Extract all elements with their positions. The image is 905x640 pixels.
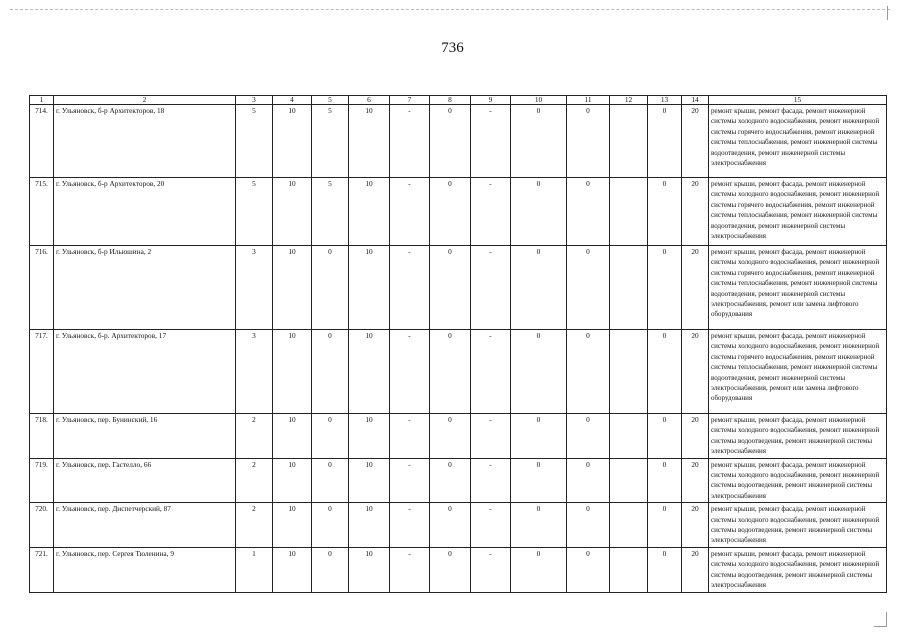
scan-corner-mark bbox=[877, 6, 888, 20]
col-10-value: 0 bbox=[511, 458, 567, 503]
col-13-value: 0 bbox=[648, 458, 682, 503]
col-7-value: - bbox=[390, 414, 430, 459]
col-4-value: 10 bbox=[273, 330, 312, 414]
col-11-value: 0 bbox=[567, 246, 610, 330]
col-6-value: 10 bbox=[349, 246, 390, 330]
header-cell: 4 bbox=[273, 96, 312, 105]
header-cell: 6 bbox=[349, 96, 390, 105]
address-cell: г. Ульяновск, пер. Сергея Тюленина, 9 bbox=[54, 547, 236, 592]
address-cell: г. Ульяновск, б-р Архитекторов, 18 bbox=[54, 105, 236, 178]
col-11-value: 0 bbox=[567, 178, 610, 246]
col-9-value: - bbox=[471, 414, 511, 459]
col-13-value: 0 bbox=[648, 105, 682, 178]
table-row bbox=[30, 547, 887, 592]
col-7-value: - bbox=[390, 458, 430, 503]
row-number: 718. bbox=[30, 414, 54, 459]
address-cell: г. Ульяновск, б-р Ильюшина, 2 bbox=[54, 246, 236, 330]
address-cell: г. Ульяновск, пер. Бунинский, 16 bbox=[54, 414, 236, 459]
col-4-value: 10 bbox=[273, 246, 312, 330]
table-row bbox=[30, 246, 887, 330]
address-cell: г. Ульяновск, пер. Гастелло, 66 bbox=[54, 458, 236, 503]
col-10-value: 0 bbox=[511, 105, 567, 178]
col-9-value: - bbox=[471, 178, 511, 246]
col-11-value: 0 bbox=[567, 503, 610, 548]
row-number: 716. bbox=[30, 246, 54, 330]
col-14-value: 20 bbox=[682, 547, 709, 592]
col-8-value: 0 bbox=[430, 503, 471, 548]
col-3-value: 1 bbox=[236, 547, 273, 592]
col-11-value: 0 bbox=[567, 414, 610, 459]
table-row bbox=[30, 105, 887, 178]
table-row bbox=[30, 178, 887, 246]
address-cell: г. Ульяновск, б-р. Архитекторов, 17 bbox=[54, 330, 236, 414]
col-14-value: 20 bbox=[682, 330, 709, 414]
col-5-value: 0 bbox=[312, 547, 349, 592]
col-8-value: 0 bbox=[430, 414, 471, 459]
col-4-value: 10 bbox=[273, 414, 312, 459]
row-number: 714. bbox=[30, 105, 54, 178]
col-11-value: 0 bbox=[567, 547, 610, 592]
col-6-value: 10 bbox=[349, 547, 390, 592]
col-10-value: 0 bbox=[511, 503, 567, 548]
col-6-value: 10 bbox=[349, 414, 390, 459]
header-cell: 12 bbox=[610, 96, 648, 105]
col-14-value: 20 bbox=[682, 246, 709, 330]
col-9-value: - bbox=[471, 330, 511, 414]
header-cell: 9 bbox=[471, 96, 511, 105]
col-7-value: - bbox=[390, 178, 430, 246]
col-7-value: - bbox=[390, 547, 430, 592]
col-11-value: 0 bbox=[567, 105, 610, 178]
row-number: 719. bbox=[30, 458, 54, 503]
col-5-value: 0 bbox=[312, 458, 349, 503]
col-10-value: 0 bbox=[511, 330, 567, 414]
col-3-value: 3 bbox=[236, 246, 273, 330]
table-row bbox=[30, 458, 887, 503]
address-cell: г. Ульяновск, пер. Диспетчерский, 87 bbox=[54, 503, 236, 548]
header-cell: 3 bbox=[236, 96, 273, 105]
col-10-value: 0 bbox=[511, 246, 567, 330]
col-4-value: 10 bbox=[273, 178, 312, 246]
col-6-value: 10 bbox=[349, 178, 390, 246]
col-8-value: 0 bbox=[430, 105, 471, 178]
col-14-value: 20 bbox=[682, 458, 709, 503]
col-14-value: 20 bbox=[682, 414, 709, 459]
col-4-value: 10 bbox=[273, 503, 312, 548]
scan-edge-line bbox=[10, 9, 890, 10]
works-list-cell: ремонт крыши, ремонт фасада, ремонт инженерной системы холодного водоснабжения, ремонт инженерной системы водоотведения, ремонт инженерной системы электроснабжения bbox=[709, 503, 887, 548]
table-row bbox=[30, 503, 887, 548]
col-8-value: 0 bbox=[430, 547, 471, 592]
col-9-value: - bbox=[471, 246, 511, 330]
col-10-value: 0 bbox=[511, 178, 567, 246]
col-6-value: 10 bbox=[349, 503, 390, 548]
address-cell: г. Ульяновск, б-р Архитекторов, 20 bbox=[54, 178, 236, 246]
col-8-value: 0 bbox=[430, 246, 471, 330]
col-3-value: 2 bbox=[236, 503, 273, 548]
col-14-value: 20 bbox=[682, 105, 709, 178]
works-list-cell: ремонт крыши, ремонт фасада, ремонт инженерной системы холодного водоснабжения, ремонт инженерной системы горячего водоснабжения, ремонт инженерной системы теплоснабжения, ремонт инженерной системы водоотведения, ремонт инженерной системы электроснабжения, ремонт или замена лифтового оборудования bbox=[709, 330, 887, 414]
col-9-value: - bbox=[471, 503, 511, 548]
col-4-value: 10 bbox=[273, 105, 312, 178]
col-13-value: 0 bbox=[648, 330, 682, 414]
row-number: 715. bbox=[30, 178, 54, 246]
header-cell: 11 bbox=[567, 96, 610, 105]
header-cell: 10 bbox=[511, 96, 567, 105]
header-cell: 5 bbox=[312, 96, 349, 105]
col-3-value: 2 bbox=[236, 458, 273, 503]
col-9-value: - bbox=[471, 105, 511, 178]
works-list-cell: ремонт крыши, ремонт фасада, ремонт инженерной системы холодного водоснабжения, ремонт инженерной системы водоотведения, ремонт инженерной системы электроснабжения bbox=[709, 547, 887, 592]
col-5-value: 0 bbox=[312, 330, 349, 414]
col-13-value: 0 bbox=[648, 246, 682, 330]
col-12-value bbox=[610, 330, 648, 414]
row-number: 717. bbox=[30, 330, 54, 414]
header-cell: 7 bbox=[390, 96, 430, 105]
header-cell: 1 bbox=[30, 96, 54, 105]
col-3-value: 5 bbox=[236, 105, 273, 178]
col-5-value: 5 bbox=[312, 105, 349, 178]
col-11-value: 0 bbox=[567, 458, 610, 503]
col-12-value bbox=[610, 246, 648, 330]
col-14-value: 20 bbox=[682, 178, 709, 246]
scan-corner-mark bbox=[874, 612, 887, 627]
table-row bbox=[30, 330, 887, 414]
col-5-value: 5 bbox=[312, 178, 349, 246]
page-number: 736 bbox=[441, 40, 464, 56]
housing-repair-table bbox=[29, 95, 887, 593]
header-cell: 15 bbox=[709, 96, 887, 105]
col-6-value: 10 bbox=[349, 458, 390, 503]
col-5-value: 0 bbox=[312, 246, 349, 330]
col-13-value: 0 bbox=[648, 414, 682, 459]
col-6-value: 10 bbox=[349, 105, 390, 178]
col-8-value: 0 bbox=[430, 330, 471, 414]
col-7-value: - bbox=[390, 246, 430, 330]
col-12-value bbox=[610, 105, 648, 178]
col-12-value bbox=[610, 503, 648, 548]
col-4-value: 10 bbox=[273, 458, 312, 503]
header-cell: 14 bbox=[682, 96, 709, 105]
col-9-value: - bbox=[471, 547, 511, 592]
col-12-value bbox=[610, 458, 648, 503]
col-5-value: 0 bbox=[312, 503, 349, 548]
col-12-value bbox=[610, 414, 648, 459]
col-7-value: - bbox=[390, 330, 430, 414]
col-4-value: 10 bbox=[273, 547, 312, 592]
header-cell: 8 bbox=[430, 96, 471, 105]
col-13-value: 0 bbox=[648, 178, 682, 246]
col-14-value: 20 bbox=[682, 503, 709, 548]
row-number: 720. bbox=[30, 503, 54, 548]
col-3-value: 5 bbox=[236, 178, 273, 246]
works-list-cell: ремонт крыши, ремонт фасада, ремонт инженерной системы холодного водоснабжения, ремонт инженерной системы горячего водоснабжения, ремонт инженерной системы теплоснабжения, ремонт инженерной системы водоотведения, ремонт инженерной системы электроснабжения bbox=[709, 105, 887, 178]
works-list-cell: ремонт крыши, ремонт фасада, ремонт инженерной системы холодного водоснабжения, ремонт инженерной системы горячего водоснабжения, ремонт инженерной системы теплоснабжения, ремонт инженерной системы водоотведения, ремонт инженерной системы электроснабжения bbox=[709, 178, 887, 246]
col-5-value: 0 bbox=[312, 414, 349, 459]
col-9-value: - bbox=[471, 458, 511, 503]
col-8-value: 0 bbox=[430, 458, 471, 503]
header-cell: 2 bbox=[54, 96, 236, 105]
col-3-value: 3 bbox=[236, 330, 273, 414]
col-12-value bbox=[610, 547, 648, 592]
works-list-cell: ремонт крыши, ремонт фасада, ремонт инженерной системы холодного водоснабжения, ремонт инженерной системы водоотведения, ремонт инженерной системы электроснабжения bbox=[709, 458, 887, 503]
table-header-row bbox=[30, 96, 887, 105]
col-7-value: - bbox=[390, 105, 430, 178]
col-3-value: 2 bbox=[236, 414, 273, 459]
row-number: 721. bbox=[30, 547, 54, 592]
table-row bbox=[30, 414, 887, 459]
col-10-value: 0 bbox=[511, 414, 567, 459]
col-12-value bbox=[610, 178, 648, 246]
works-list-cell: ремонт крыши, ремонт фасада, ремонт инженерной системы холодного водоснабжения, ремонт инженерной системы водоотведения, ремонт инженерной системы электроснабжения bbox=[709, 414, 887, 459]
col-13-value: 0 bbox=[648, 503, 682, 548]
col-8-value: 0 bbox=[430, 178, 471, 246]
works-list-cell: ремонт крыши, ремонт фасада, ремонт инженерной системы холодного водоснабжения, ремонт инженерной системы горячего водоснабжения, ремонт инженерной системы теплоснабжения, ремонт инженерной системы водоотведения, ремонт инженерной системы электроснабжения, ремонт или замена лифтового оборудования bbox=[709, 246, 887, 330]
col-11-value: 0 bbox=[567, 330, 610, 414]
header-cell: 13 bbox=[648, 96, 682, 105]
col-13-value: 0 bbox=[648, 547, 682, 592]
col-7-value: - bbox=[390, 503, 430, 548]
col-10-value: 0 bbox=[511, 547, 567, 592]
col-6-value: 10 bbox=[349, 330, 390, 414]
